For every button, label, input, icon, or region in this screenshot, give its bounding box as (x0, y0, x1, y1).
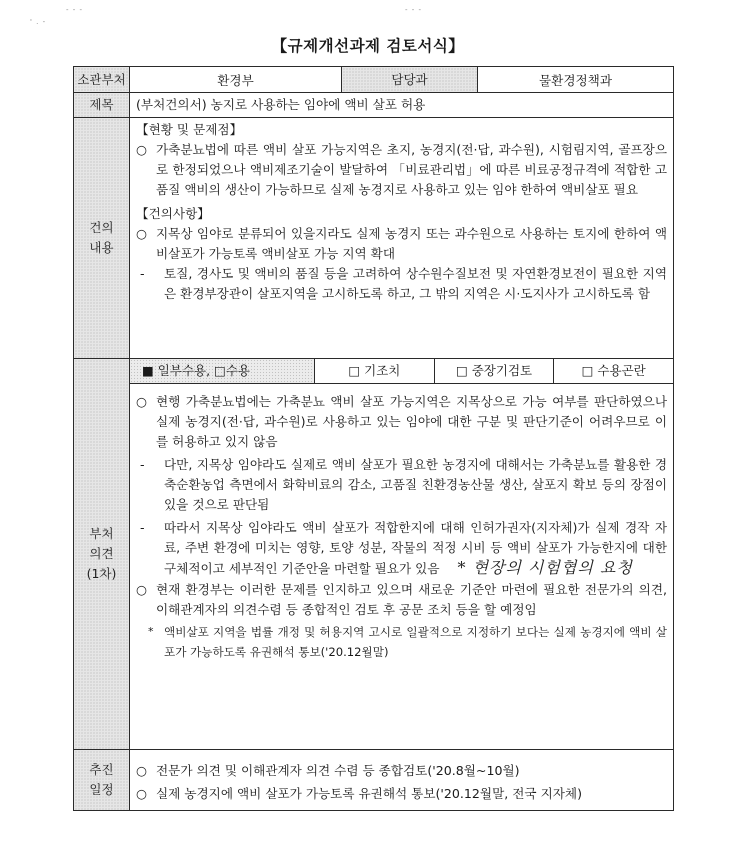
review-options (130, 359, 673, 384)
team-label: 담당과 (342, 67, 478, 93)
page-header-marks (0, 6, 736, 26)
schedule-item-text: 전문가 의견 및 이해관계자 의견 수렴 등 종합검토('20.8월~10월) (156, 762, 520, 778)
proposal-content (130, 118, 674, 359)
dept-label: 소관부처 (74, 67, 130, 93)
circle-bullet-icon: ○ (136, 762, 147, 778)
review-row (74, 359, 674, 750)
review-form-table (73, 66, 674, 811)
circle-bullet-icon: ○ (136, 785, 147, 801)
list-item (136, 580, 667, 620)
dash-bullet-icon: - (140, 266, 145, 281)
list-item (136, 224, 667, 264)
review-note-text: 액비살포 지역을 법률 개정 및 허용지역 고시로 일괄적으로 지정하기 보다는 실제 농경지에 액비 살포가 가능하도록 유권해석 통보('20.12월말) (164, 625, 667, 659)
handwritten-annotation: * 현장의 시험협의 요청 (457, 558, 633, 577)
option-already-done[interactable] (315, 359, 435, 383)
status-item-text: 가축분뇨법에 따른 액비 살포 가능지역은 초지, 농경지(전·답, 과수원), 시험림지역, 골프장으로 한정되었으나 액비제조기술이 발달하여 「비료관리법」에 따른 비료공정규격에 적합한 고품질 액비의 생산이 가능하므로 실제 농경지로 사용하고 있는 임야 한하여 액비살포 필요 (156, 142, 667, 197)
circle-bullet-icon: ○ (136, 582, 147, 597)
checkbox-icon: □ (455, 363, 468, 378)
proposal-row (74, 118, 674, 359)
review-content (130, 359, 674, 750)
schedule-label (74, 750, 130, 811)
subject-value: (부처건의서) 농지로 사용하는 임야에 액비 살포 허용 (130, 93, 674, 118)
schedule-row (74, 750, 674, 811)
request-item-text: 지목상 임야로 분류되어 있을지라도 실제 농경지 또는 과수원으로 사용하는 토지에 한하여 액비살포가 가능토록 액비살포 가능 지역 확대 (156, 226, 667, 261)
option-label: 수용곤란 (597, 363, 646, 378)
checkbox-icon: □ (348, 363, 361, 378)
schedule-label-text: 추진 일정 (89, 762, 114, 797)
review-label (74, 359, 130, 750)
option-label: 기조치 (364, 363, 401, 378)
option-label: 중장기검토 (471, 363, 533, 378)
dash-bullet-icon: - (140, 457, 145, 472)
corner-mark: - - - (66, 6, 84, 14)
corner-mark: ' . - (30, 18, 47, 26)
list-item (136, 784, 667, 804)
review-item-text: 현재 환경부는 이러한 문제를 인지하고 있으며 새로운 기준안 마련에 필요한 전문가의 의견, 이해관계자의 의견수렴 등 종합적인 검토 후 공문 조치 등을 할 예정임 (156, 582, 667, 617)
review-sub-item-text (164, 518, 667, 579)
status-section-title: 【현황 및 문제점】 (136, 122, 243, 137)
subject-row (74, 93, 674, 118)
circle-bullet-icon: ○ (136, 142, 147, 157)
team-value: 물환경정책과 (478, 67, 674, 93)
list-item (136, 264, 667, 304)
review-sub-item-body: 따라서 지목상 임야라도 액비 살포가 적합한지에 대해 인허가권자(지자체)가 실제 경작 자료, 주변 환경에 미치는 영향, 토양 성분, 작물의 적정 시비 등 액비 살포가 가능한지에 대한 구체적이고 세부적인 기준안을 마련할 필요가 있음 (164, 520, 667, 576)
checkbox-icon: □ (581, 363, 594, 378)
schedule-content (130, 750, 674, 811)
option-not-acceptable[interactable] (554, 359, 673, 383)
review-body (130, 384, 673, 664)
list-item (136, 140, 667, 200)
dept-row (74, 67, 674, 93)
subject-label: 제목 (74, 93, 130, 118)
review-sub-item-text: 다만, 지목상 임야라도 실제로 액비 살포가 필요한 농경지에 대해서는 가축분뇨를 활용한 경축순환농업 측면에서 화학비료의 감소, 고품질 친환경농산물 생산, 살포지 확보 등의 장점이 있을 것으로 판단됨 (164, 457, 667, 512)
asterisk-bullet-icon: * (148, 625, 154, 638)
schedule-item-text: 실제 농경지에 액비 살포가 가능토록 유권해석 통보('20.12월말, 전국 지자체) (156, 785, 583, 801)
review-item-text: 현행 가축분뇨법에는 가축분뇨 액비 살포 가능지역은 지목상으로 가능 여부를 판단하였으나 실제 농경지(전·답, 과수원)로 사용하고 있는 임야에 대한 구분 및 판단기준이 어려우므로 이를 허용하고 있지 않음 (156, 394, 667, 449)
review-label-text: 부처 의견 (1차) (86, 526, 117, 581)
list-item (136, 761, 667, 781)
option-partial-accept[interactable] (130, 359, 315, 383)
circle-bullet-icon: ○ (136, 226, 147, 241)
list-item (136, 392, 667, 452)
circle-bullet-icon: ○ (136, 394, 147, 409)
document-title: 【규제개선과제 검토서식】 (271, 37, 465, 55)
corner-mark: - - - (405, 6, 423, 14)
list-item (136, 455, 667, 515)
dept-value: 환경부 (130, 67, 342, 93)
list-item (136, 622, 667, 662)
option-long-term[interactable] (435, 359, 555, 383)
dash-bullet-icon: - (140, 520, 145, 535)
checked-box-icon: ■ (142, 363, 154, 378)
proposal-label-text: 건의 내용 (89, 220, 114, 255)
list-item (136, 518, 667, 579)
proposal-label (74, 118, 130, 359)
request-sub-item-text: 토질, 경사도 및 액비의 품질 등을 고려하여 상수원수질보전 및 자연환경보전이 필요한 지역은 환경부장관이 살포지역을 고시하도록 하고, 그 밖의 지역은 시·도지사가 고시하도록 함 (164, 266, 667, 301)
option-label: 일부수용, □수용 (157, 363, 251, 378)
request-section-title: 【건의사항】 (136, 206, 210, 221)
